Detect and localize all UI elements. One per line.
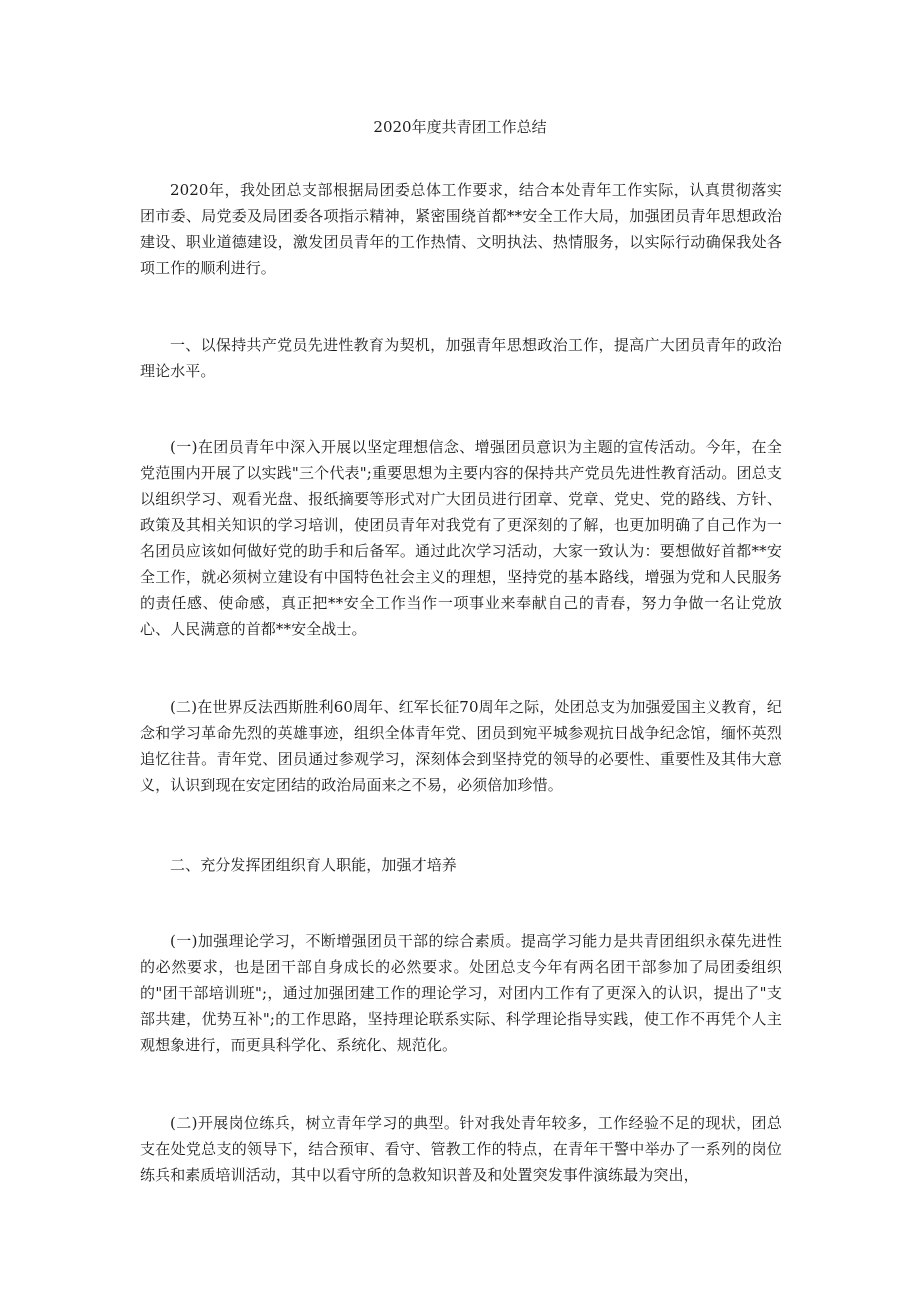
paragraph-1-2: (二)在世界反法西斯胜利60周年、红军长征70周年之际，处团总支为加强爱国主义教育，纪念和学习革命先烈的英雄事迹，组织全体青年党、团员到宛平城参观抗日战争纪念馆，缅怀英烈追忆往昔。青年党、团员通过参观学习，深刻体会到坚持党的领导的必要性、重要性及其伟大意义，认识到现在安定团结的政治局面来之不易，必须倍加珍惜。 (140, 698, 782, 794)
paragraph-1-1: (一)在团员青年中深入开展以坚定理想信念、增强团员意识为主题的宣传活动。今年，在全党范围内开展了以实践"三个代表";重要思想为主要内容的保持共产党员先进性教育活动。团总支以组织学习、观看光盘、报纸摘要等形式对广大团员进行团章、党章、党史、党的路线、方针、政策及其相关知识的学习培训，使团员青年对我党有了更深刻的了解，也更加明确了自己作为一名团员应该如何做好党的助手和后备军。通过此次学习活动，大家一致认为：要想做好首都**安全工作，就必须树立建设有中国特色社会主义的理想，坚持党的基本路线，增强为党和人民服务的责任感、使命感，真正把**安全工作当作一项事业来奉献自己的青春，努力争做一名让党放心、人民满意的首都**安全战士。 (140, 438, 782, 638)
document-title: 2020年度共青团工作总结 (373, 118, 547, 136)
paragraph-intro: 2020年，我处团总支部根据局团委总体工作要求，结合本处青年工作实际，认真贯彻落实团市委、局党委及局团委各项指示精神，紧密围绕首都**安全工作大局，加强团员青年思想政治建设、职业道德建设，激发团员青年的工作热情、文明执法、热情服务，以实际行动确保我处各项工作的顺利进行。 (140, 181, 782, 277)
section-heading-2: 二、充分发挥团组织育人职能，加强才培养 (170, 856, 457, 874)
paragraph-2-1: (一)加强理论学习，不断增强团员干部的综合素质。提高学习能力是共青团组织永葆先进性的必然要求，也是团干部自身成长的必然要求。处团总支今年有两名团干部参加了局团委组织的"团干部培训班";，通过加强团建工作的理论学习，对团内工作有了更深入的认识，提出了"支部共建，优势互补";的工作思路，坚持理论联系实际、科学理论指导实践，使工作不再凭个人主观想象进行，而更具科学化、系统化、规范化。 (140, 932, 782, 1054)
section-heading-1: 一、以保持共产党员先进性教育为契机，加强青年思想政治工作，提高广大团员青年的政治理论水平。 (140, 336, 782, 380)
paragraph-2-2: (二)开展岗位练兵，树立青年学习的典型。针对我处青年较多，工作经验不足的现状，团总支在处党总支的领导下，结合预审、看守、管教工作的特点，在青年干警中举办了一系列的岗位练兵和素质培训活动，其中以看守所的急救知识普及和处置突发事件演练最为突出， (140, 1114, 782, 1184)
